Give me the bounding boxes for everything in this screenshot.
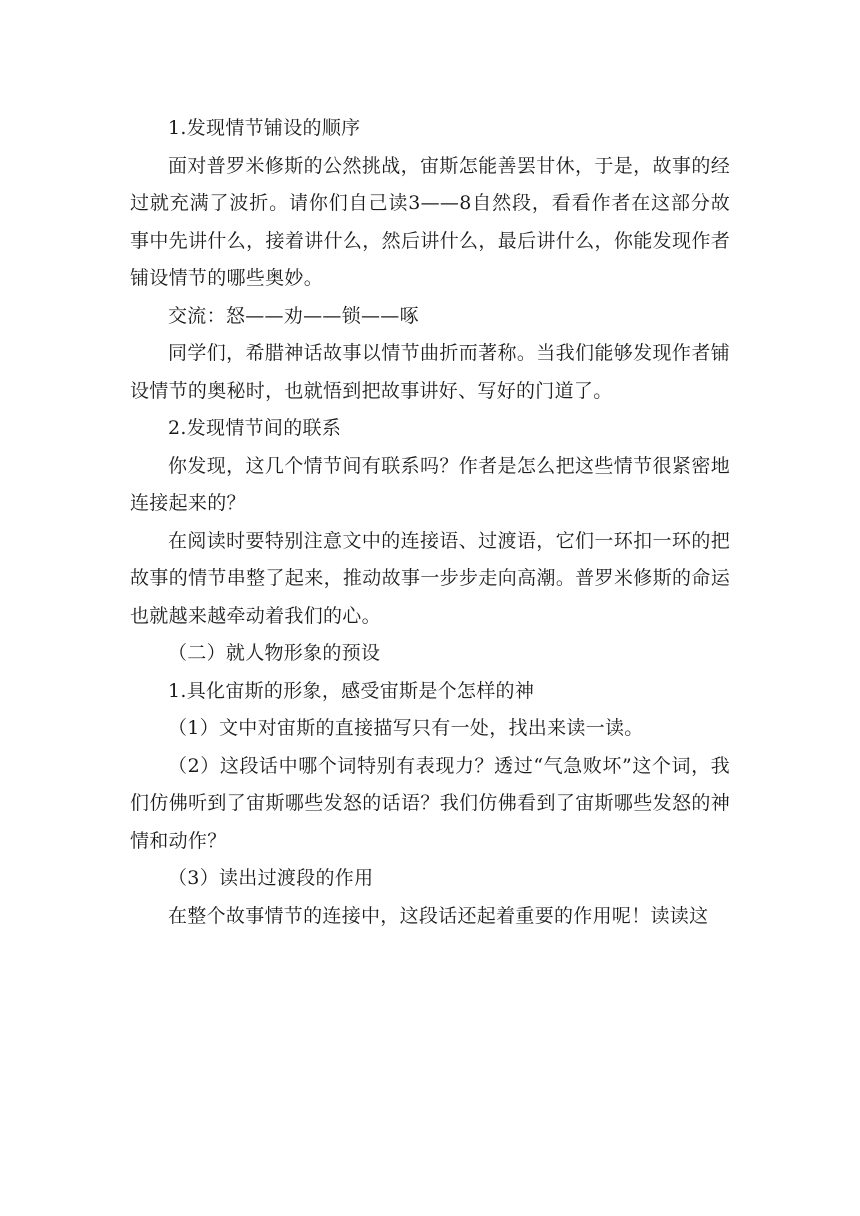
- body-paragraph: 在阅读时要特别注意文中的连接语、过渡语，它们一环扣一环的把故事的情节串整了起来，推动故事一步步走向高潮。普罗米修斯的命运也就越来越牵动着我们的心。: [130, 529, 730, 627]
- body-paragraph: 同学们，希腊神话故事以情节曲折而著称。当我们能够发现作者铺设情节的奥秘时，也就悟到把故事讲好、写好的门道了。: [130, 342, 730, 402]
- body-paragraph: 交流：怒——劝——锁——啄: [168, 304, 419, 327]
- section-heading-1: 1.发现情节铺设的顺序: [168, 117, 361, 139]
- list-item: （3）读出过渡段的作用: [168, 867, 374, 889]
- part-heading: （二）就人物形象的预设: [168, 642, 381, 664]
- list-item: （1）文中对宙斯的直接描写只有一处，找出来读一读。: [168, 717, 644, 739]
- body-paragraph: 面对普罗米修斯的公然挑战，宙斯怎能善罢甘休，于是，故事的经过就充满了波折。请你们自己读3——8自然段，看看作者在这部分故事中先讲什么，接着讲什么，然后讲什么，最后讲什么，你能发现作者铺设情节的哪些奥妙。: [130, 154, 730, 289]
- document-page: [130, 110, 730, 935]
- body-paragraph: 在整个故事情节的连接中，这段话还起着重要的作用呢！读读这: [168, 904, 709, 927]
- section-heading-3: 1.具化宙斯的形象，感受宙斯是个怎样的神: [168, 679, 535, 702]
- section-heading-2: 2.发现情节间的联系: [168, 417, 342, 439]
- list-item: （2）这段话中哪个词特别有表现力？透过“气急败坏”这个词，我们仿佛听到了宙斯哪些发怒的话语？我们仿佛看到了宙斯哪些发怒的神情和动作？: [130, 754, 730, 852]
- body-paragraph: 你发现，这几个情节间有联系吗？作者是怎么把这些情节很紧密地连接起来的？: [130, 454, 730, 514]
